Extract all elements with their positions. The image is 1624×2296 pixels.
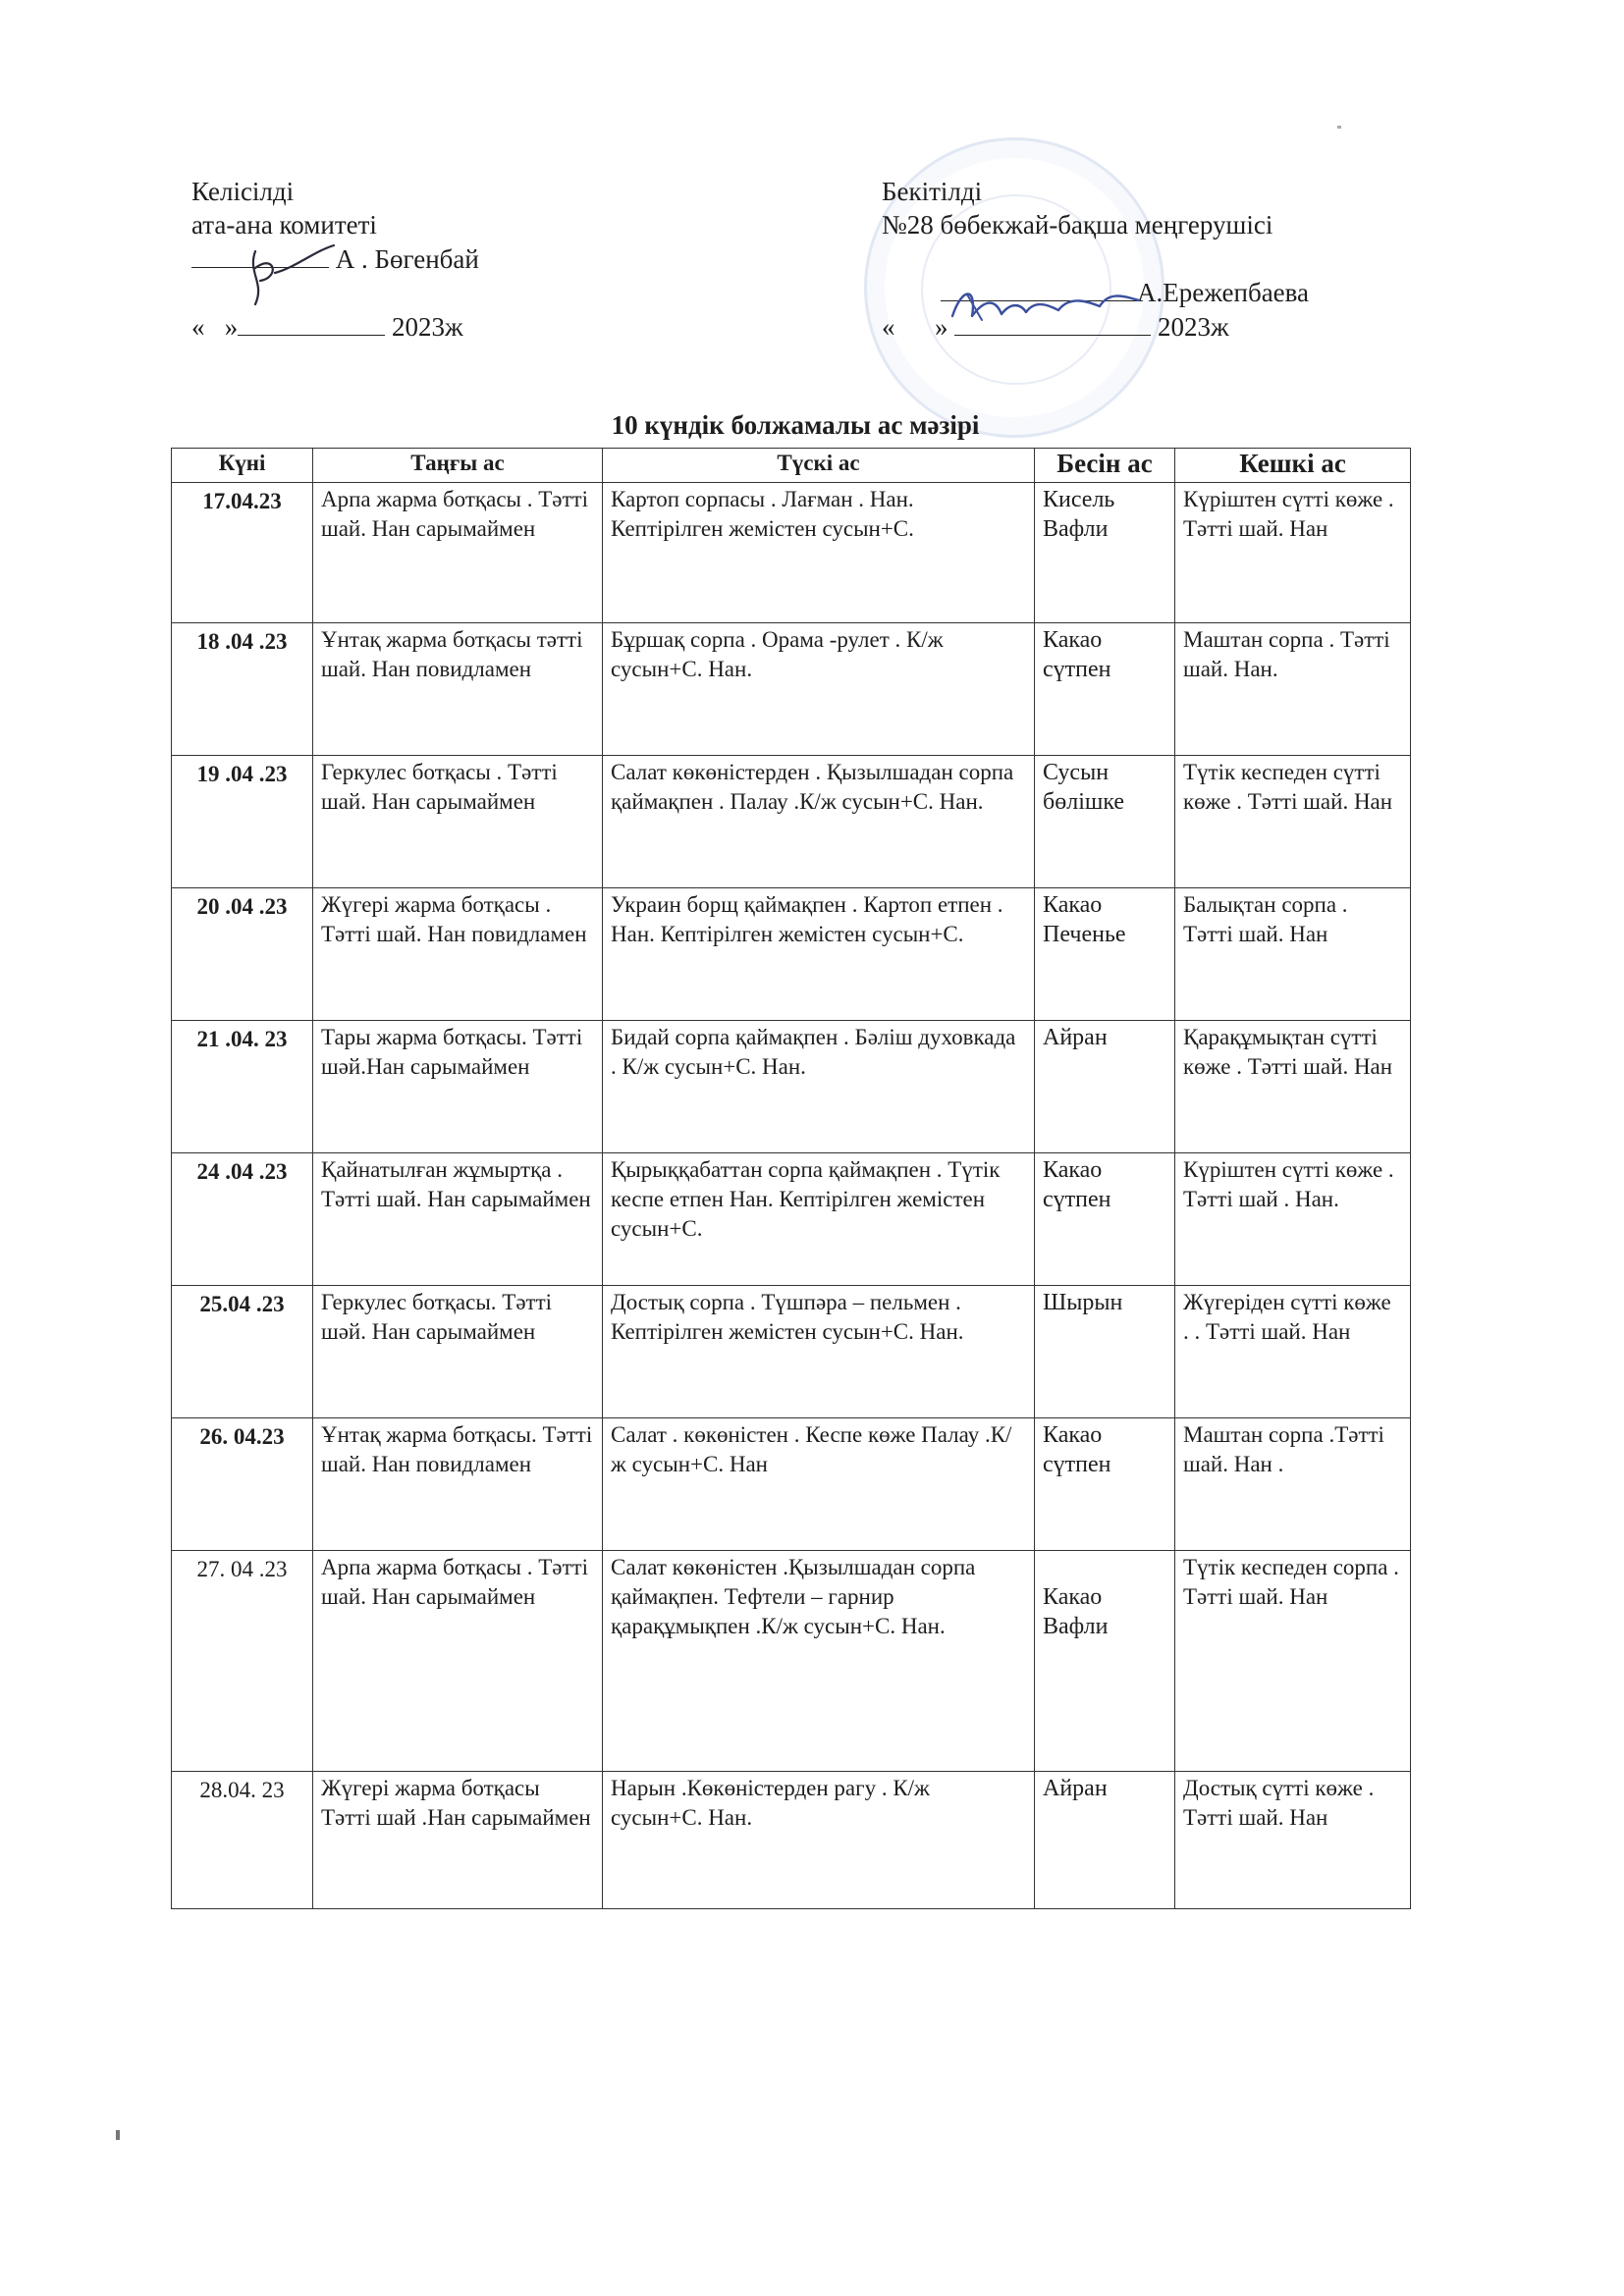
table-row (172, 1551, 1411, 1772)
row-lunch: Салат көкөністен .Қызылшадан сорпа қаймақпен. Тефтели – гарнир қарақұмықпен .К/ж сусын+С. Нан. (603, 1551, 1035, 1772)
row-date: 21 .04. 23 (172, 1021, 313, 1153)
row-date: 27. 04 .23 (172, 1551, 313, 1772)
row-dinner: Күріштен сүтті көже . Тәтті шай . Нан. (1175, 1153, 1411, 1286)
menu-title: 10 күндік болжамалы ас мәзірі (611, 410, 980, 440)
agreed-label: Келісілді (191, 177, 295, 206)
row-dinner: Достық сүтті көже . Тәтті шай. Нан (1175, 1772, 1411, 1909)
row-snack: Шырын (1035, 1286, 1175, 1418)
head-signature (943, 277, 1149, 336)
table-row (172, 756, 1411, 888)
row-breakfast: Тары жарма ботқасы. Тәтті шәй.Нан сарымаймен (313, 1021, 603, 1153)
table-row (172, 1286, 1411, 1418)
approved-year: 2023ж (1158, 312, 1229, 342)
approved-name: А.Ережепбаева (1137, 278, 1310, 307)
row-date: 17.04.23 (172, 483, 313, 623)
row-snack: Айран (1035, 1772, 1175, 1909)
table-row (172, 623, 1411, 756)
row-lunch: Украин борщ қаймақпен . Картоп етпен . Нан. Кептірілген жемістен сусын+С. (603, 888, 1035, 1021)
row-snack: Какао сүтпен (1035, 1418, 1175, 1551)
row-breakfast: Геркулес ботқасы. Тәтті шәй. Нан сарымаймен (313, 1286, 603, 1418)
table-row (172, 1772, 1411, 1909)
table-row (172, 1418, 1411, 1551)
row-snack: Кисель Вафли (1035, 483, 1175, 623)
row-lunch: Салат . көкөністен . Кеспе көже Палау .К/ж сусын+С. Нан (603, 1418, 1035, 1551)
table-row (172, 888, 1411, 1021)
approved-position: №28 бөбекжай-бақша меңгерушісі (882, 210, 1273, 240)
row-lunch: Салат көкөністерден . Қызылшадан сорпа қаймақпен . Палау .К/ж сусын+С. Нан. (603, 756, 1035, 888)
row-snack: Айран (1035, 1021, 1175, 1153)
row-date: 25.04 .23 (172, 1286, 313, 1418)
row-lunch: Бидай сорпа қаймақпен . Бәліш духовкада . К/ж сусын+С. Нан. (603, 1021, 1035, 1153)
agreed-date-line: « » 2023ж (191, 309, 604, 344)
table-header-row (172, 449, 1411, 483)
row-lunch: Қырыққабаттан сорпа қаймақпен . Түтік кеспе етпен Нан. Кептірілген жемістен сусын+С. (603, 1153, 1035, 1286)
col-header-breakfast: Таңғы ас (313, 449, 603, 483)
row-breakfast: Арпа жарма ботқасы . Тәтті шай. Нан сарымаймен (313, 1551, 603, 1772)
table-row (172, 1153, 1411, 1286)
row-snack: Какао Печенье (1035, 888, 1175, 1021)
row-lunch: Бұршақ сорпа . Орама -рулет . К/ж сусын+С. Нан. (603, 623, 1035, 756)
agreed-year: 2023ж (392, 312, 463, 342)
col-header-lunch: Түскі ас (603, 449, 1035, 483)
row-breakfast: Қайнатылған жұмыртқа . Тәтті шай. Нан сарымаймен (313, 1153, 603, 1286)
row-snack: Какао сүтпен (1035, 623, 1175, 756)
row-lunch: Нарын .Көкөністерден рагу . К/ж сусын+С. Нан. (603, 1772, 1035, 1909)
row-date: 24 .04 .23 (172, 1153, 313, 1286)
row-dinner: Күріштен сүтті көже . Тәтті шай. Нан (1175, 483, 1411, 623)
row-breakfast: Ұнтақ жарма ботқасы. Тәтті шай. Нан повидламен (313, 1418, 603, 1551)
agreed-name: А . Бөгенбай (335, 244, 479, 274)
row-date: 20 .04 .23 (172, 888, 313, 1021)
table-row (172, 483, 1411, 623)
row-dinner: Жүгеріден сүтті көже . . Тәтті шай. Нан (1175, 1286, 1411, 1418)
row-breakfast: Ұнтақ жарма ботқасы тәтті шай. Нан повидламен (313, 623, 603, 756)
row-breakfast: Жүгері жарма ботқасы Тәтті шай .Нан сарымаймен (313, 1772, 603, 1909)
row-snack: Сусын бөлішке (1035, 756, 1175, 888)
committee-signature (226, 243, 353, 312)
row-dinner: Түтік кеспеден сорпа . Тәтті шай. Нан (1175, 1551, 1411, 1772)
row-breakfast: Жүгері жарма ботқасы . Тәтті шай. Нан повидламен (313, 888, 603, 1021)
row-dinner: Маштан сорпа .Тәтті шай. Нан . (1175, 1418, 1411, 1551)
row-lunch: Достық сорпа . Түшпәра – пельмен . Кептірілген жемістен сусын+С. Нан. (603, 1286, 1035, 1418)
row-snack: Какао сүтпен (1035, 1153, 1175, 1286)
row-breakfast: Арпа жарма ботқасы . Тәтті шай. Нан сарымаймен (313, 483, 603, 623)
row-dinner: Маштан сорпа . Тәтті шай. Нан. (1175, 623, 1411, 756)
col-header-date: Күні (172, 449, 313, 483)
row-dinner: Балықтан сорпа . Тәтті шай. Нан (1175, 888, 1411, 1021)
scan-speck (1337, 126, 1341, 129)
approved-date-line: « » 2023ж (882, 309, 1392, 344)
row-dinner: Түтік кеспеден сүтті көже . Тәтті шай. Нан (1175, 756, 1411, 888)
table-row (172, 1021, 1411, 1153)
approved-label: Бекітілді (882, 177, 983, 206)
col-header-dinner: Кешкі ас (1175, 449, 1411, 483)
row-snack: Какао Вафли (1035, 1551, 1175, 1772)
menu-table (171, 448, 1411, 1909)
row-date: 28.04. 23 (172, 1772, 313, 1909)
row-date: 26. 04.23 (172, 1418, 313, 1551)
scan-speck (116, 2130, 120, 2140)
row-date: 19 .04 .23 (172, 756, 313, 888)
row-date: 18 .04 .23 (172, 623, 313, 756)
agreed-committee: ата-ана комитеті (191, 210, 377, 240)
row-lunch: Картоп сорпасы . Лағман . Нан. Кептірілген жемістен сусын+С. (603, 483, 1035, 623)
col-header-snack: Бесін ас (1035, 449, 1175, 483)
row-breakfast: Геркулес ботқасы . Тәтті шай. Нан сарымаймен (313, 756, 603, 888)
row-dinner: Қарақұмықтан сүтті көже . Тәтті шай. Нан (1175, 1021, 1411, 1153)
